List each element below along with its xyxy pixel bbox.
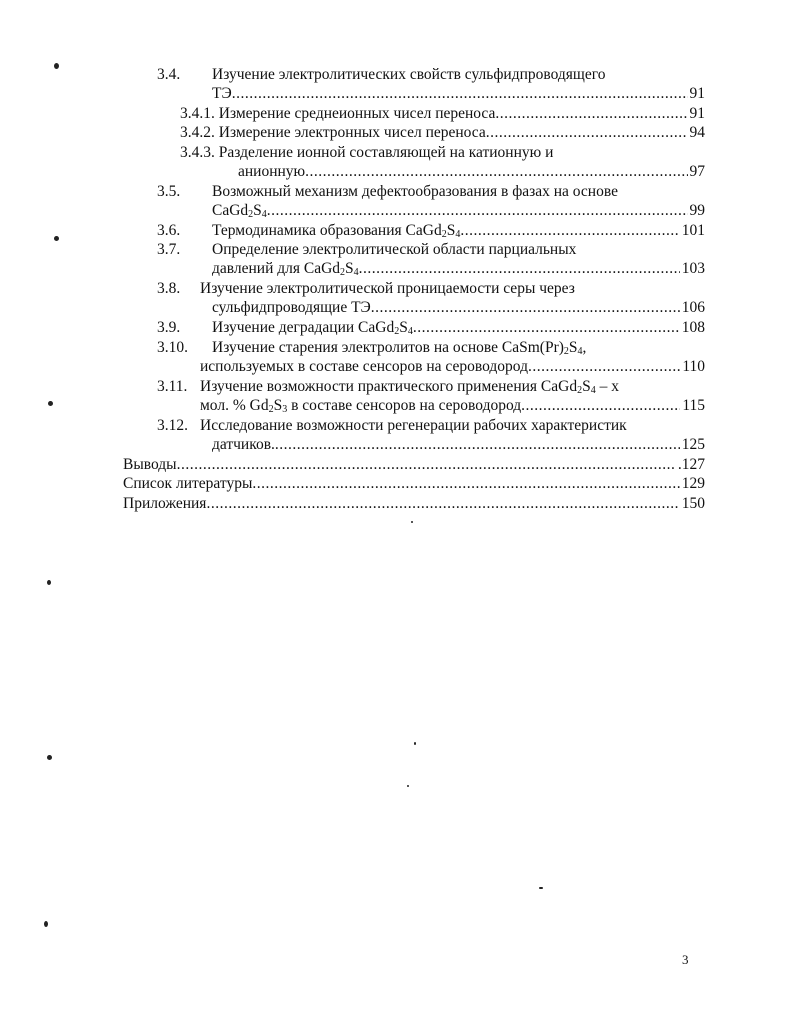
toc-num: 3.4. [157,66,181,83]
toc-num: 3.10. [157,339,188,356]
toc-page: 115 [682,397,705,414]
scan-speck [44,921,48,927]
toc-num: 3.11. [157,378,188,395]
scan-speck [48,401,53,406]
toc-entry-vyvody [123,455,705,474]
toc-num: 3.12. [157,417,188,434]
toc-entry-3-4-3 [238,162,705,181]
toc-entry-line: датчиков. [212,436,275,453]
toc-entry-3-11 [200,396,705,415]
scan-speck [407,785,409,787]
toc-num: 3.8. [157,280,181,297]
toc-page: 129 [681,475,705,492]
toc-page: 97 [689,163,705,180]
toc-entry-3-10 [200,357,705,376]
toc-num: 3.6. [157,222,181,239]
toc-entry-line: давлений для $CaGd_2S_4$ [212,260,359,278]
toc-entry-3-5 [212,201,705,220]
toc-page: .127 [677,456,705,473]
toc-entry-line: Изучение деградации $CaGd_2S_4$ [212,319,413,337]
toc-entry-line: Возможный механизм дефектообразования в фазах на основе [212,183,618,200]
toc-entry-line: 3.4.3. Разделение ионной составляющей на катионную и [180,144,554,161]
toc-entry-3-4 [212,84,705,103]
toc-entry-line: сульфидпроводящие ТЭ [212,299,371,316]
toc-page: 125 [681,436,705,453]
scan-speck [414,742,416,745]
toc-entry-line: Приложения [123,495,207,512]
scan-speck [47,580,51,585]
toc-page: 91 [689,105,705,122]
toc-page: 94 [689,124,705,141]
toc-entry-line: $CaGd_2S_4$ [212,202,267,220]
toc-num: 3.5. [157,183,181,200]
toc-page: 108 [681,319,705,336]
toc-page: 99 [689,202,705,219]
toc-entry-appendix [123,494,705,513]
toc-entry-3-8 [212,298,705,317]
toc-page: 91 [689,85,705,102]
toc-entry-3-7 [212,259,705,278]
toc-entry-3-6 [212,221,705,240]
toc-page: 101 [681,222,705,239]
page-number: 3 [682,952,689,967]
toc-entry-line: Изучение электролитической проницаемости серы через [200,280,575,297]
toc-entry-3-12 [212,435,705,454]
toc-entry-line: мол. % $Gd_2S_3$ в составе сенсоров на сероводород [200,397,522,415]
toc-entry-line: 3.4.2. Измерение электронных чисел переноса [180,124,486,141]
toc-page: 110 [682,358,705,375]
toc-entry-line: 3.4.1. Измерение среднеионных чисел переноса [180,105,496,122]
toc-entry-line: ТЭ [212,85,232,102]
toc-entry-line: Изучение возможности практического применения $CaGd_2S_4$ – x [200,378,619,396]
toc-entry-line: Изучение старения электролитов на основе $CaSm(Pr)_2S_4$, [212,339,587,357]
toc-entry-3-9 [212,318,705,337]
toc-num: 3.9. [157,319,181,336]
scan-speck [54,236,59,241]
toc-entry-line: Изучение электролитических свойств сульфидпроводящего [212,66,606,83]
toc-entry-3-4-1 [180,104,705,123]
toc-page: 150 [681,495,705,512]
toc-entry-literature [123,474,705,493]
toc-page: 103 [681,260,705,277]
scan-speck [54,63,59,69]
toc-entry-line: Определение электролитической области парциальных [212,241,577,258]
scan-speck [539,887,543,889]
toc-num: 3.7. [157,241,181,258]
scan-speck [411,521,413,523]
toc-page: 106 [681,299,705,316]
toc-entry-line: Выводы [123,456,177,473]
toc-entry-3-4-2 [180,123,705,142]
toc-entry-line: анионную [238,163,306,180]
toc-entry-line: Список литературы [123,475,253,492]
toc-entry-line: используемых в составе сенсоров на сероводород [200,358,528,375]
toc-entry-line: Исследование возможности регенерации рабочих характеристик [200,417,627,434]
scan-speck [47,755,52,760]
toc-entry-line: Термодинамика образования $CaGd_2S_4$ [212,222,461,240]
